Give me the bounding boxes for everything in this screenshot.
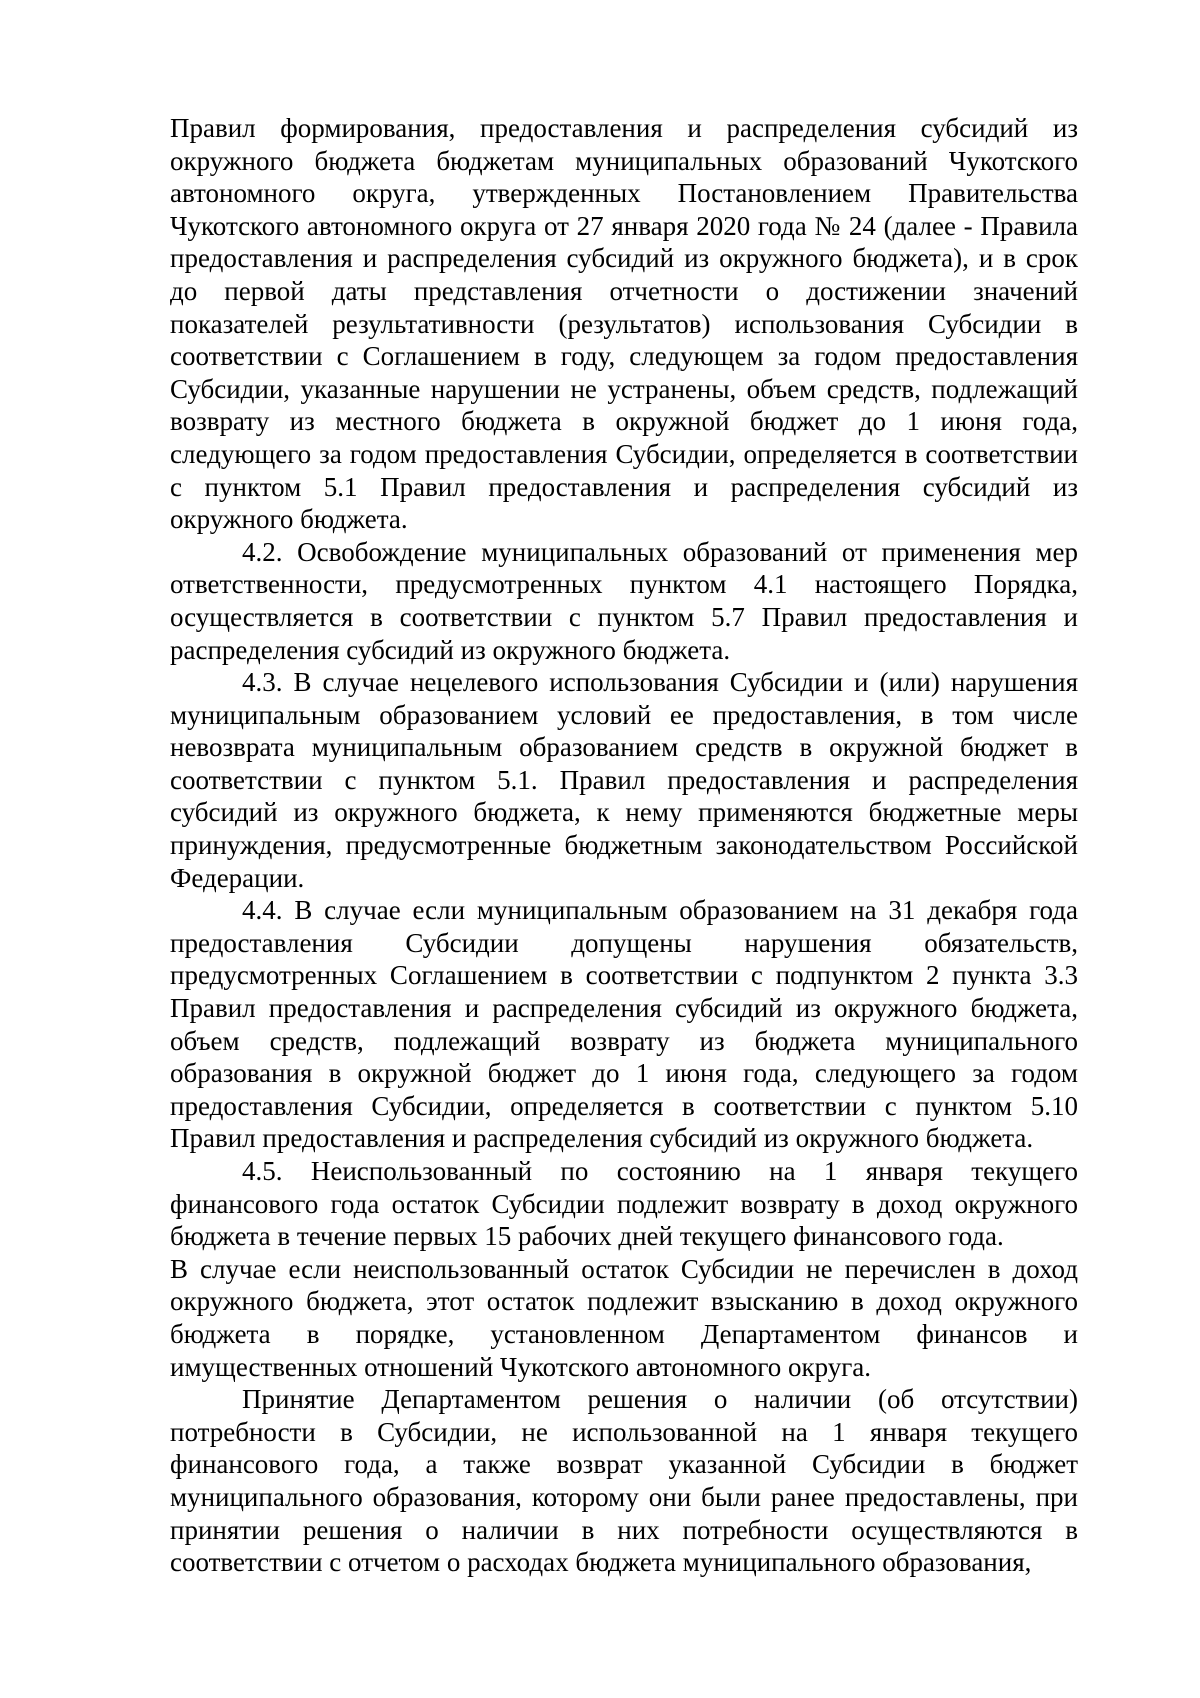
paragraph-4-5-continued: В случае если неиспользованный остаток Субсидии не перечислен в доход окружного бюджета, этот остаток подлежит взысканию в доход окружного бюджета в порядке, установленном Департаментом финансов и имущественных отношений Чукотского автономного округа. [170,1253,1078,1382]
paragraph-4-2: 4.2. Освобождение муниципальных образований от применения мер ответственности, предусмотренных пунктом 4.1 настоящего Порядка, осуществляется в соответствии с пунктом 5.7 Правил предоставления и распределения субсидий из окружного бюджета. [170,536,1078,665]
paragraph-4-5: 4.5. Неиспользованный по состоянию на 1 января текущего финансового года остаток Субсидии подлежит возврату в доход окружного бюджета в течение первых 15 рабочих дней текущего финансового года. [170,1156,1078,1252]
paragraph-4-3: 4.3. В случае нецелевого использования Субсидии и (или) нарушения муниципальным образованием условий ее предоставления, в том числе невозврата муниципальным образованием средств в окружной бюджет в соответствии с пунктом 5.1. Правил предоставления и распределения субсидий из окружного бюджета, к нему применяются бюджетные меры принуждения, предусмотренные бюджетным законодательством Российской Федерации. [170,667,1078,893]
document-page [170,112,1078,1579]
paragraph-4-4: 4.4. В случае если муниципальным образованием на 31 декабря года предоставления Субсидии допущены нарушения обязательств, предусмотренных Соглашением в соответствии с подпунктом 2 пункта 3.3 Правил предоставления и распределения субсидий из окружного бюджета, объем средств, подлежащий возврату из бюджета муниципального образования в окружной бюджет до 1 июня года, следующего за годом предоставления Субсидии, определяется в соответствии с пунктом 5.10 Правил предоставления и распределения субсидий из окружного бюджета. [170,895,1078,1154]
paragraph-department-decision: Принятие Департаментом решения о наличии (об отсутствии) потребности в Субсидии, не использованной на 1 января текущего финансового года, а также возврат указанной Субсидии в бюджет муниципального образования, которому они были ранее предоставлены, при принятии решения о наличии в них потребности осуществляются в соответствии с отчетом о расходах бюджета муниципального образования, [170,1384,1078,1578]
paragraph-continued: Правил формирования, предоставления и распределения субсидий из окружного бюджета бюджетам муниципальных образований Чукотского автономного округа, утвержденных Постановлением Правительства Чукотского автономного округа от 27 января 2020 года № 24 (далее - Правила предоставления и распределения субсидий из окружного бюджета), и в срок до первой даты представления отчетности о достижении значений показателей результативности (результатов) использования Субсидии в соответствии с Соглашением в году, следующем за годом предоставления Субсидии, указанные нарушении не устранены, объем средств, подлежащий возврату из местного бюджета в окружной бюджет до 1 июня года, следующего за годом предоставления Субсидии, определяется в соответствии с пунктом 5.1 Правил предоставления и распределения субсидий из окружного бюджета. [170,113,1078,535]
